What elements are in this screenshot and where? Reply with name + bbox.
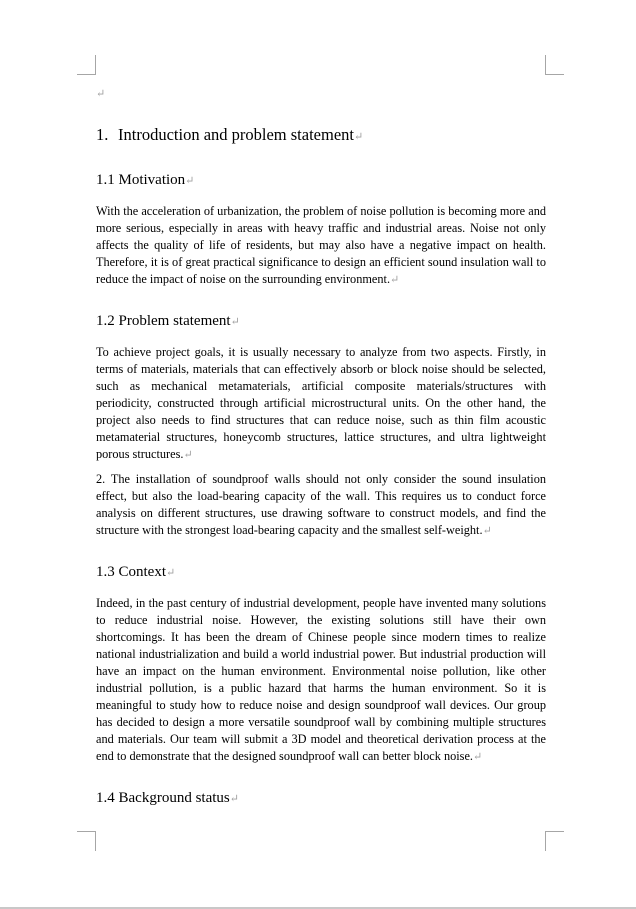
heading-text: Introduction and problem statement: [118, 125, 354, 144]
page-margin-corner-bottom-right: [545, 831, 564, 851]
paragraph-text: To achieve project goals, it is usually necessary to analyze from two aspects. Firstly, in terms of materials, materials that can effectively absorb or block noise should be selected, such as mechanical metamaterials, artificial composite materials/structures with periodicity, constructed through artificial microstructural units. On the other hand, the project also needs to find structures that can reduce noise, such as thin film acoustic metamaterial structures, honeycomb structures, lattice structures, and ultra lightweight porous structures.: [96, 345, 546, 461]
heading-number: 1.: [96, 125, 109, 144]
paragraph-text: Indeed, in the past century of industrial development, people have invented many solutions to reduce industrial noise. However, the existing solutions still have their own shortcomings. It has been the dream of Chinese people since modern times to realize national industrialization and build a world industrial power. But industrial production will have an impact on the human environment. Environmental noise pollution, like other industrial pollution, is a public hazard that harms the human environment. So it is meaningful to study how to reduce noise and design soundproof wall devices. Our group has decided to design a more versatile soundproof wall by combining multiple structures and materials. Our team will submit a 3D model and theoretical derivation process at the end to demonstrate that the designed soundproof wall can better block noise.: [96, 596, 546, 763]
paragraph-mark-icon: ↵: [96, 88, 106, 100]
paragraph-mark-icon: ↵: [183, 449, 193, 461]
heading-text: 1.4 Background status: [96, 790, 230, 806]
paragraph-mark-icon: ↵: [229, 793, 239, 805]
heading-context[interactable]: [96, 562, 546, 583]
paragraph-mark-icon: ↵: [482, 525, 492, 537]
heading-text: 1.3 Context: [96, 564, 166, 580]
paragraph-mark-icon: ↵: [166, 567, 176, 579]
paragraph-text: With the acceleration of urbanization, the problem of noise pollution is becoming more and more serious, especially in areas with heavy traffic and industrial areas. Noise not only affects the quality of life of residents, but may also have a negative impact on health. Therefore, it is of great practical significance to design an efficient sound insulation wall to reduce the impact of noise on the surrounding environment.: [96, 204, 546, 286]
paragraph-mark-icon: ↵: [473, 751, 483, 763]
paragraph-mark-icon: ↵: [185, 175, 195, 187]
heading-motivation[interactable]: [96, 170, 546, 191]
page-margin-corner-top-right: [545, 55, 564, 75]
heading-text: 1.1 Motivation: [96, 172, 186, 188]
empty-paragraph[interactable]: [96, 84, 546, 102]
body-paragraph[interactable]: [96, 595, 546, 766]
heading-text: 1.2 Problem statement: [96, 313, 231, 329]
page-margin-corner-top-left: [77, 55, 96, 75]
paragraph-text: 2. The installation of soundproof walls should not only consider the sound insulation effect, but also the load-bearing capacity of the wall. This requires us to conduct force analysis on different structures, use drawing software to construct models, and find the structure with the strongest load-bearing capacity and the smallest self-weight.: [96, 472, 546, 537]
heading-background-status[interactable]: [96, 788, 546, 809]
body-paragraph[interactable]: [96, 203, 546, 289]
paragraph-mark-icon: ↵: [390, 274, 400, 286]
document-page[interactable]: [96, 84, 546, 821]
paragraph-mark-icon: ↵: [230, 316, 240, 328]
heading-problem-statement[interactable]: [96, 311, 546, 332]
paragraph-mark-icon: ↵: [353, 131, 364, 143]
page-margin-corner-bottom-left: [77, 831, 96, 851]
heading-1[interactable]: [96, 124, 546, 148]
body-paragraph[interactable]: [96, 344, 546, 464]
body-paragraph[interactable]: [96, 471, 546, 540]
